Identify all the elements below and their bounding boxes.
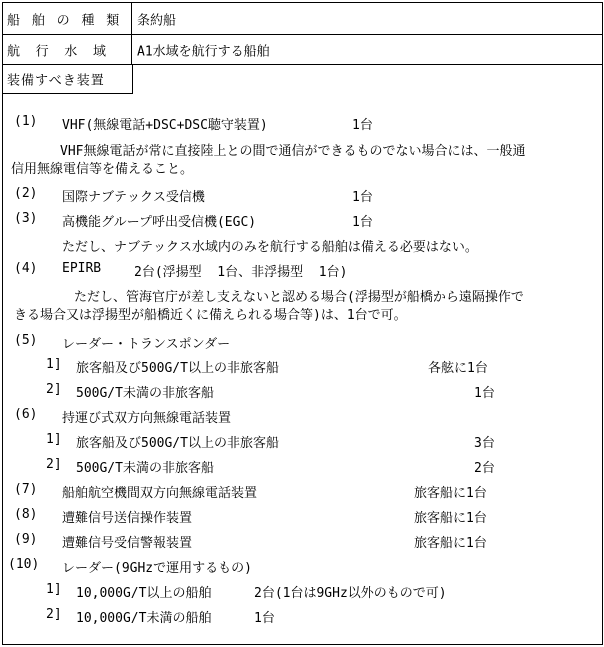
item-1-name: VHF(無線電話+DSC+DSC聴守装置): [62, 118, 268, 133]
item-1-note-line2: 信用無線電信等を備えること。: [11, 162, 194, 177]
item-2-number: (2): [14, 186, 38, 201]
item-10-number: (10): [8, 557, 40, 572]
vessel-type-value: 条約船: [137, 13, 177, 28]
item-8-qty: 旅客船に1台: [414, 511, 487, 526]
item-5-2-qty: 1台: [474, 386, 495, 401]
item-4-number: (4): [14, 261, 38, 276]
item-10-1-qty: 2台(1台は9GHz以外のもので可): [254, 586, 447, 601]
item-6-number: (6): [14, 407, 38, 422]
item-5-2-number: 2]: [46, 382, 62, 397]
item-6-1-number: 1]: [46, 432, 62, 447]
item-4-qty: 2台(浮揚型 1台、非浮揚型 1台): [134, 265, 348, 280]
item-4-note-line2: きる場合又は浮揚型が船橋近くに備えられる場合等)は、1台で可。: [14, 308, 407, 323]
vessel-type-label: 船 舶 の 種 類: [7, 13, 122, 28]
item-4-note-line1: ただし、管海官庁が差し支えないと認める場合(浮揚型が船橋から遠隔操作で: [74, 290, 524, 305]
item-5-1-name: 旅客船及び500G/T以上の非旅客船: [76, 361, 279, 376]
item-3-qty: 1台: [352, 215, 373, 230]
item-5-1-qty: 各舷に1台: [428, 361, 488, 376]
navigation-area-label: 航 行 水 域: [7, 44, 106, 59]
item-6-name: 持運び式双方向無線電話装置: [62, 411, 232, 426]
item-5-number: (5): [14, 333, 38, 348]
item-10-name: レーダー(9GHzで運用するもの): [62, 561, 252, 576]
item-10-1-number: 1]: [46, 582, 62, 597]
item-3-note: ただし、ナブテックス水域内のみを航行する船舶は備える必要はない。: [62, 240, 478, 255]
item-6-1-name: 旅客船及び500G/T以上の非旅客船: [76, 436, 279, 451]
item-10-2-name: 10,000G/T未満の船舶: [76, 611, 212, 626]
item-10-1-name: 10,000G/T以上の船舶: [76, 586, 212, 601]
item-6-2-name: 500G/T未満の非旅客船: [76, 461, 214, 476]
item-6-1-qty: 3台: [474, 436, 495, 451]
item-5-name: レーダー・トランスポンダー: [62, 337, 231, 352]
item-9-name: 遭難信号受信警報装置: [62, 536, 193, 551]
equipment-label: 装備すべき装置: [7, 73, 105, 89]
item-6-2-number: 2]: [46, 457, 62, 472]
item-8-name: 遭難信号送信操作装置: [62, 511, 193, 526]
navigation-area-value: A1水域を航行する船舶: [137, 44, 270, 59]
item-4-name: EPIRB: [62, 261, 102, 276]
item-5-2-name: 500G/T未満の非旅客船: [76, 386, 214, 401]
item-5-1-number: 1]: [46, 357, 62, 372]
item-1-note-line1: VHF無線電話が常に直接陸上との間で通信ができるものでない場合には、一般通: [60, 144, 526, 159]
item-10-2-qty: 1台: [254, 611, 275, 626]
item-1-number: (1): [14, 114, 38, 129]
item-3-name: 高機能グループ呼出受信機(EGC): [62, 215, 257, 230]
header-row-navigation-area: [3, 35, 602, 65]
item-2-name: 国際ナブテックス受信機: [62, 190, 205, 205]
item-8-number: (8): [14, 507, 38, 522]
item-9-number: (9): [14, 532, 38, 547]
header-row-vessel-type: [3, 3, 602, 35]
item-9-qty: 旅客船に1台: [414, 536, 487, 551]
item-3-number: (3): [14, 211, 38, 226]
item-7-number: (7): [14, 482, 38, 497]
item-7-name: 船舶航空機間双方向無線電話装置: [62, 486, 258, 501]
item-10-2-number: 2]: [46, 607, 62, 622]
item-2-qty: 1台: [352, 190, 373, 205]
item-1-qty: 1台: [352, 118, 373, 133]
item-7-qty: 旅客船に1台: [414, 486, 487, 501]
header-row-equipment: [3, 65, 133, 94]
item-6-2-qty: 2台: [474, 461, 495, 476]
